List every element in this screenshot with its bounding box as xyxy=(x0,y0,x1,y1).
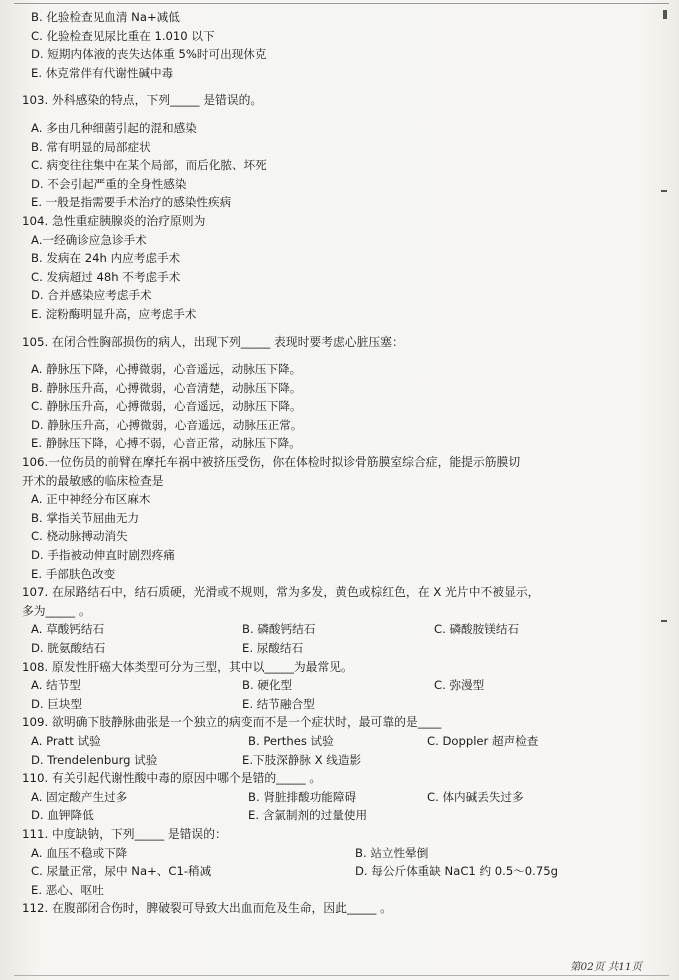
option-c: C. 尿量正常，尿中 Na+、C1-稍减 xyxy=(31,864,212,879)
option-line: D. 合并感染应考虑手术 xyxy=(31,288,152,303)
option-c: C. 弥漫型 xyxy=(434,678,485,693)
option-c: C. 体内碱丢失过多 xyxy=(427,789,524,804)
option-line: D. 短期内体液的丧失达体重 5%时可出现休克 xyxy=(31,47,267,62)
option-line: E. 淀粉酶明显升高，应考虑手术 xyxy=(31,306,197,321)
option-line: E. 静脉压下降，心搏不弱，心音正常，动脉压下降。 xyxy=(31,436,301,451)
option-e: E. 恶心、呕吐 xyxy=(31,882,104,897)
option-row xyxy=(22,751,662,770)
option-e: E. 尿酸结石 xyxy=(242,641,304,655)
option-row xyxy=(22,639,662,658)
option-row xyxy=(22,620,662,639)
question-108: 108. 原发性肝癌大体类型可分为三型，其中以_____为最常见。 xyxy=(22,659,353,674)
question-106-cont: 开术的最敏感的临床检查是 xyxy=(22,473,164,488)
option-row xyxy=(22,806,662,825)
option-b: B. 磷酸钙结石 xyxy=(242,622,316,637)
question-109: 109. 欲明确下肢静脉曲张是一个独立的病变而不是一个症状时，最可靠的是____ xyxy=(22,715,442,730)
question-104: 104. 急性重症胰腺炎的治疗原则为 xyxy=(22,213,206,228)
option-row xyxy=(22,695,662,714)
scan-edge-mark xyxy=(663,10,667,19)
option-d: D. Trendelenburg 试验 xyxy=(31,752,158,767)
option-line: C. 发病超过 48h 不考虑手术 xyxy=(31,269,181,284)
option-line: E. 一般是指需要手术治疗的感染性疾病 xyxy=(31,195,232,210)
option-row xyxy=(22,676,662,695)
option-line: A.一经确诊应急诊手术 xyxy=(31,232,147,247)
option-line: B. 静脉压升高，心搏微弱，心音清楚，动脉压下降。 xyxy=(31,380,302,395)
option-line: C. 化验检查见尿比重在 1.010 以下 xyxy=(31,28,215,43)
question-list xyxy=(22,8,662,918)
option-line: A. 正中神经分布区麻木 xyxy=(31,492,151,507)
option-a: A. 草酸钙结石 xyxy=(31,622,105,637)
option-d: D. 每公斤体重缺 NaC1 约 0.5～0.75g xyxy=(355,864,558,879)
option-row xyxy=(22,788,662,807)
option-e: E.下肢深静脉 X 线造影 xyxy=(242,752,362,767)
option-line: B. 化验检查见血清 Na+减低 xyxy=(31,10,180,24)
question-106: 106.一位伤员的前臂在摩托车祸中被挤压受伤，你在体检时拟诊骨筋膜室综合症，能提示筋膜切 xyxy=(22,455,521,470)
question-112: 112. 在腹部闭合伤时，脾破裂可导致大出血而危及生命，因此_____ 。 xyxy=(22,901,392,916)
top-rule xyxy=(14,3,669,4)
option-c: C. Doppler 超声检查 xyxy=(427,733,539,748)
option-line: D. 不会引起严重的全身性感染 xyxy=(31,176,187,191)
option-row xyxy=(22,732,662,751)
question-105: 105. 在闭合性胸部损伤的病人，出现下列_____ 表现时要考虑心脏压塞： xyxy=(22,334,404,349)
option-line: B. 常有明显的局部症状 xyxy=(31,139,151,154)
option-a: A. 血压不稳或下降 xyxy=(31,845,128,860)
option-line: C. 病变往往集中在某个局部，而后化脓、坏死 xyxy=(31,158,267,173)
question-111: 111. 中度缺钠，下列_____ 是错误的： xyxy=(22,826,227,841)
option-line: B. 发病在 24h 内应考虑手术 xyxy=(31,251,181,266)
option-c: C. 磷酸胺镁结石 xyxy=(434,622,520,637)
option-line: B. 掌指关节屈曲无力 xyxy=(31,510,140,525)
question-110: 110. 有关引起代谢性酸中毒的原因中哪个是错的_____ 。 xyxy=(22,771,322,786)
option-a: A. 固定酸产生过多 xyxy=(31,789,128,804)
question-107: 107. 在尿路结石中，结石质硬，光滑或不规则，常为多发，黄色或棕红色，在 X 光片中不被显示， xyxy=(22,585,540,600)
option-line: A. 多由几种细菌引起的混和感染 xyxy=(31,120,197,135)
page-number-note: 第02页 共11页 xyxy=(570,961,643,973)
option-e: E. 含氯制剂的过量使用 xyxy=(248,808,368,823)
option-row xyxy=(22,844,662,863)
option-e: E. 结节融合型 xyxy=(242,696,315,711)
option-line: A. 静脉压下降，心搏微弱，心音遥远，动脉压下降。 xyxy=(31,362,302,377)
question-103: 103. 外科感染的特点，下列_____ 是错误的。 xyxy=(22,93,263,108)
question-107-cont: 多为_____ 。 xyxy=(22,603,91,618)
option-b: B. 站立性晕倒 xyxy=(355,845,429,860)
option-row xyxy=(22,862,662,881)
bottom-rule xyxy=(14,975,669,976)
option-d: D. 胱氨酸结石 xyxy=(31,641,106,655)
option-line: E. 手部肤色改变 xyxy=(31,566,116,581)
option-d: D. 巨块型 xyxy=(31,696,83,711)
option-a: A. Pratt 试验 xyxy=(31,733,101,748)
option-b: B. 硬化型 xyxy=(242,678,293,693)
option-line: C. 静脉压升高，心搏微弱，心音遥远，动脉压下降。 xyxy=(31,399,302,414)
option-line: C. 桡动脉搏动消失 xyxy=(31,529,128,544)
option-d: D. 血钾降低 xyxy=(31,808,94,823)
option-a: A. 结节型 xyxy=(31,678,81,693)
option-line: D. 手指被动伸直时剧烈疼痛 xyxy=(31,548,175,563)
option-b: B. Perthes 试验 xyxy=(248,733,334,748)
option-b: B. 肾脏排酸功能障碍 xyxy=(248,789,357,804)
option-line: D. 静脉压升高，心搏微弱，心音遥远，动脉压正常。 xyxy=(31,417,303,432)
option-line: E. 休克常伴有代谢性碱中毒 xyxy=(31,65,174,80)
